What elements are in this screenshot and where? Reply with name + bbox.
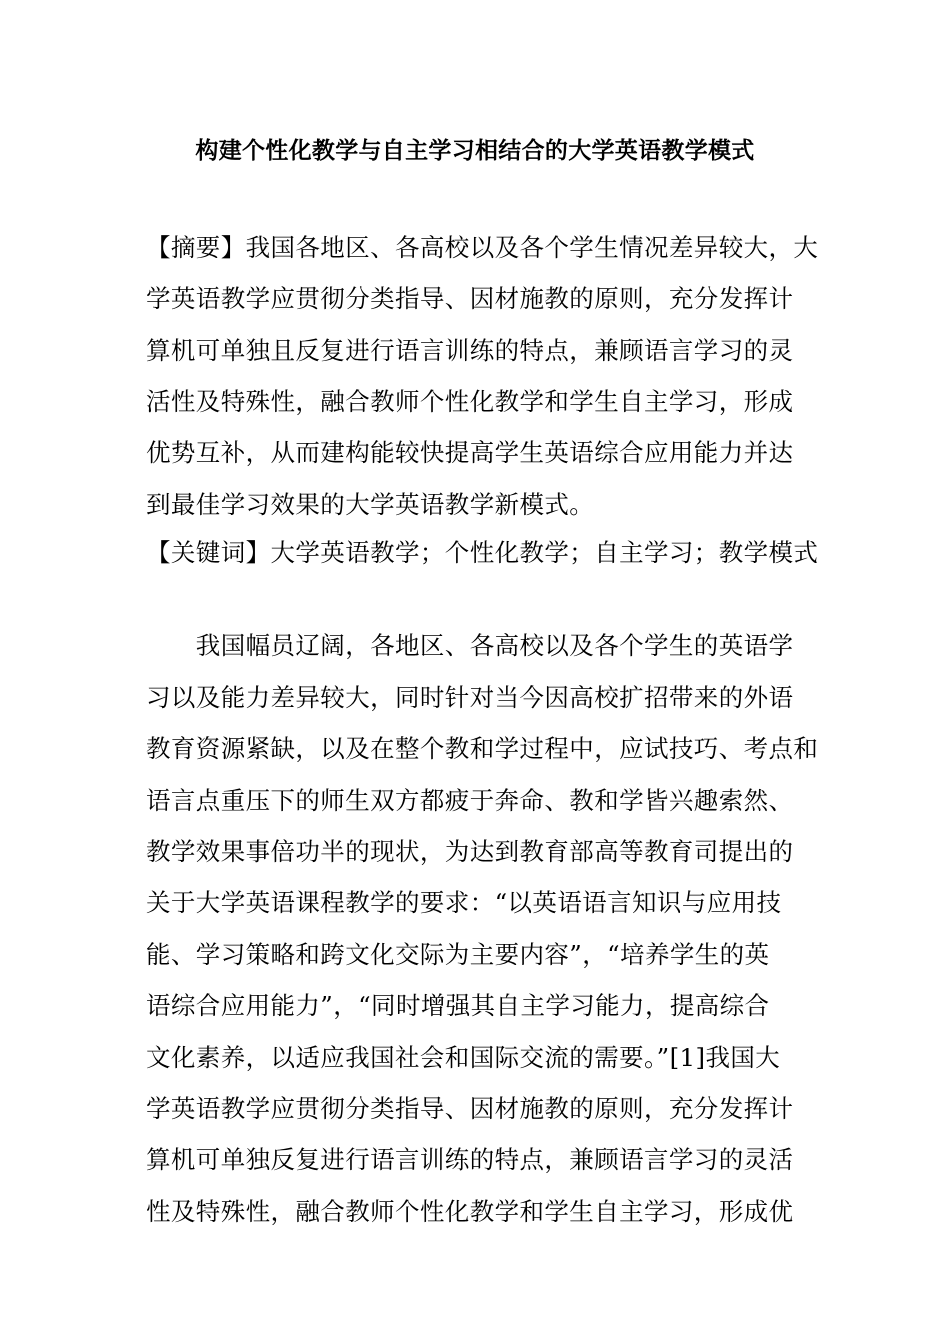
body-line: 关于大学英语课程教学的要求：“以英语语言知识与应用技 <box>146 888 782 917</box>
abstract-line: 【摘要】我国各地区、各高校以及各个学生情况差异较大，大 <box>146 233 819 262</box>
document-title: 构建个性化教学与自主学习相结合的大学英语教学模式 <box>195 137 755 164</box>
body-line: 教育资源紧缺，以及在整个教和学过程中，应试技巧、考点和 <box>146 734 819 763</box>
body-line: 算机可单独反复进行语言训练的特点，兼顾语言学习的灵活 <box>146 1145 794 1174</box>
body-line: 我国幅员辽阔，各地区、各高校以及各个学生的英语学 <box>146 631 794 660</box>
body-line: 教学效果事倍功半的现状，为达到教育部高等教育司提出的 <box>146 837 794 866</box>
abstract-line: 算机可单独且反复进行语言训练的特点，兼顾语言学习的灵 <box>146 336 794 365</box>
body-line: 文化素养，以适应我国社会和国际交流的需要。”[1]我国大 <box>146 1043 781 1072</box>
abstract-line: 学英语教学应贯彻分类指导、因材施教的原则，充分发挥计 <box>146 284 794 313</box>
body-line: 语综合应用能力”，“同时增强其自主学习能力，提高综合 <box>146 991 770 1020</box>
keywords-line: 【关键词】大学英语教学；个性化教学；自主学习；教学模式 <box>146 538 819 567</box>
body-line: 习以及能力差异较大，同时针对当今因高校扩招带来的外语 <box>146 683 794 712</box>
body-line: 能、学习策略和跨文化交际为主要内容”，“培养学生的英 <box>146 940 770 969</box>
abstract-line: 优势互补，从而建构能较快提高学生英语综合应用能力并达 <box>146 438 794 467</box>
body-line: 语言点重压下的师生双方都疲于奔命、教和学皆兴趣索然、 <box>146 786 794 815</box>
body-line: 学英语教学应贯彻分类指导、因材施教的原则，充分发挥计 <box>146 1094 794 1123</box>
abstract-line: 活性及特殊性，融合教师个性化教学和学生自主学习，形成 <box>146 387 794 416</box>
abstract-line: 到最佳学习效果的大学英语教学新模式。 <box>146 490 595 519</box>
body-line: 性及特殊性，融合教师个性化教学和学生自主学习，形成优 <box>146 1197 794 1226</box>
